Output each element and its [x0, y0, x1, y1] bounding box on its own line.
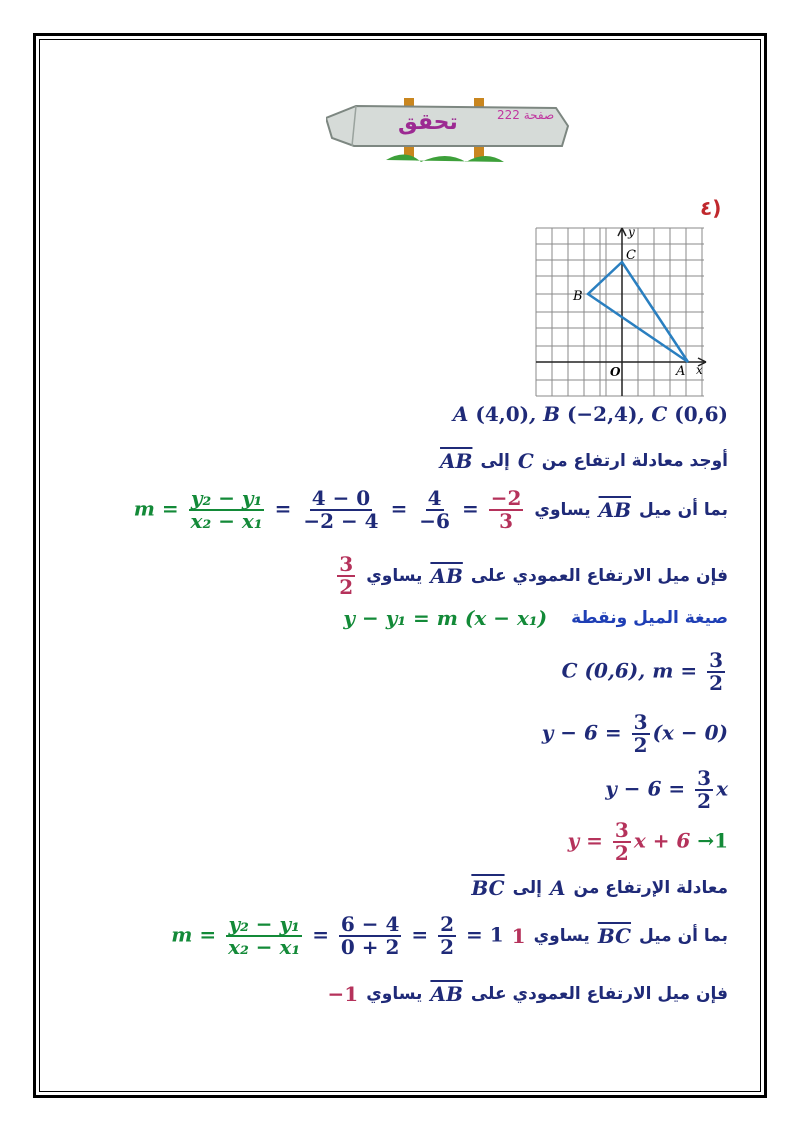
perp-slope-1-line — [334, 554, 728, 598]
graph-x-label: x — [696, 363, 703, 377]
page-reference: صفحة 222 — [497, 108, 555, 122]
task-2-text: معادلة الإرتفاع من — [573, 878, 728, 898]
graph-origin-label: O — [610, 365, 621, 379]
point-slope-label: صيغة الميل ونقطة — [571, 608, 728, 628]
given-line — [562, 650, 728, 694]
slope-1-text: بما أن ميل — [639, 500, 728, 520]
perp-1-text: فإن ميل الارتفاع العمودي على — [470, 566, 728, 586]
coordinate-graph — [534, 226, 708, 398]
slope-2-line — [171, 914, 728, 958]
task-2-segment: $\overline{BC}$ — [471, 876, 505, 900]
slope-2-value: 1 — [511, 924, 526, 948]
badge-title: تحقق — [398, 110, 458, 135]
slope-1-formula: m = $\frac{\text{y₂ − y₁}}{\text{x₂ − x₁}}$ = $\frac{4 - 0}{-2 - 4}$ = $\frac{4}{-6}$ = $\frac{-2}{3}$ — [133, 486, 522, 533]
task-2-line — [471, 876, 728, 900]
slope-1-line — [134, 488, 728, 532]
step-2-line — [605, 768, 728, 812]
given-expression: C (0,6), m = $\frac{3}{2}$ — [561, 648, 723, 695]
slope-1-equals: يساوي — [534, 500, 591, 520]
points-expression: A (4,0), B (−2,4), C (0,6) — [452, 402, 728, 426]
point-slope-equation: y − y₁ = m (x − x₁) — [343, 606, 548, 630]
graph-y-label: y — [628, 226, 635, 239]
task-1-line — [440, 449, 728, 473]
slope-2-equals: يساوي — [533, 926, 590, 946]
task-1-text: أوجد معادلة ارتفاع من — [541, 451, 728, 471]
perp-2-segment: $\overline{AB}$ — [430, 982, 463, 1006]
task-1-point: C — [517, 449, 534, 473]
perp-2-equals: يساوي — [366, 984, 423, 1004]
perp-slope-2-line — [328, 982, 728, 1006]
perp-1-value: $\frac{3}{2}$ — [339, 552, 354, 599]
slope-1-segment: $\overline{AB}$ — [598, 498, 632, 522]
slope-2-segment: $\overline{BC}$ — [597, 924, 632, 948]
point-slope-form-line — [343, 606, 728, 630]
graph-label-a: A — [676, 364, 686, 379]
graph-label-c: C — [626, 248, 636, 263]
perp-2-value: −1 — [327, 982, 359, 1006]
perp-1-equals: يساوي — [366, 566, 423, 586]
slope-2-text: بما أن ميل — [639, 926, 728, 946]
task-2-to: إلى — [512, 878, 542, 898]
step-1-line — [542, 712, 728, 756]
task-1-segment: $\overline{AB}$ — [440, 449, 473, 473]
graph-label-b: B — [573, 289, 583, 304]
points-line — [453, 402, 728, 426]
perp-2-text: فإن ميل الارتفاع العمودي على — [470, 984, 728, 1004]
step-1-expression: y − 6 = $\frac{3}{2}$ (x − 0) — [541, 710, 728, 757]
task-1-to: إلى — [480, 451, 510, 471]
slope-2-formula: m = $\frac{\text{y₂ − y₁}}{\text{x₂ − x₁}}$ = $\frac{6 - 4}{0 + 2}$ = $\frac{2}{2}$ = 1 — [171, 912, 504, 959]
result-1-expression: y = $\frac{3}{2}$ x + 6 →1 — [567, 818, 728, 865]
question-number: ٤) — [700, 196, 722, 220]
task-2-point: A — [549, 876, 566, 900]
result-1-line — [568, 820, 728, 864]
perp-1-segment: $\overline{AB}$ — [430, 564, 463, 588]
step-2-expression: y − 6 = $\frac{3}{2}$ x — [605, 766, 728, 813]
